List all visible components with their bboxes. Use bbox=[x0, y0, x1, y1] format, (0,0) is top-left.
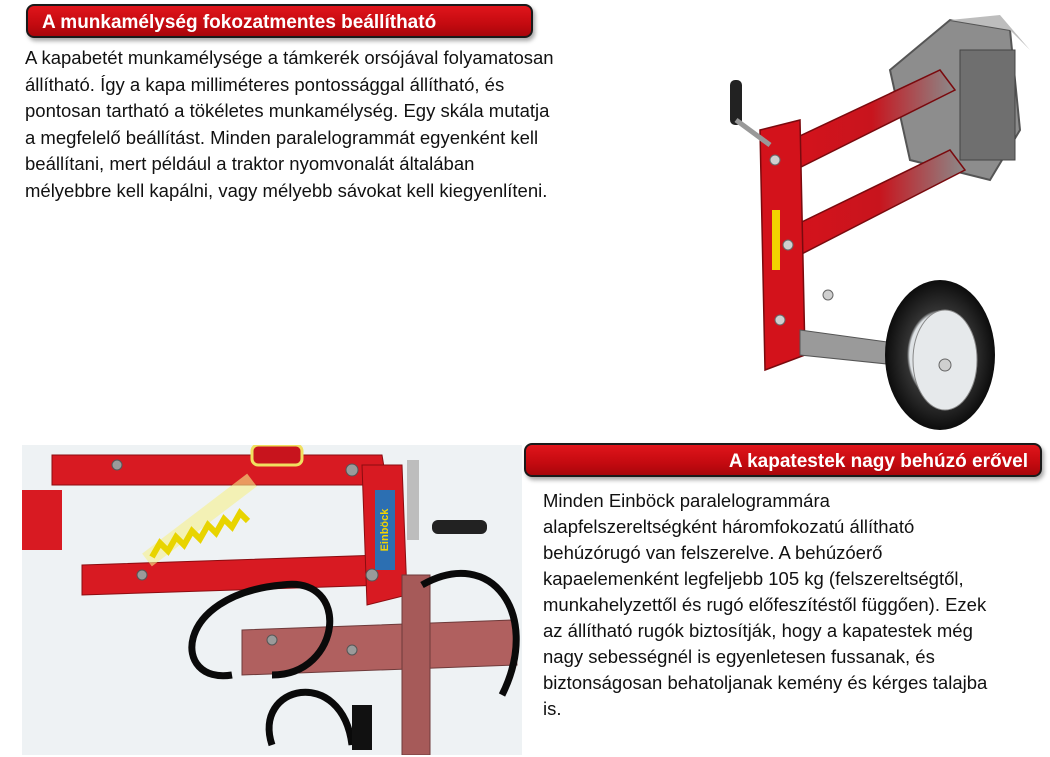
paragraph-line: is. bbox=[543, 698, 562, 719]
paragraph-line: Minden Einböck paralelogrammára bbox=[543, 490, 830, 511]
section-1-paragraph bbox=[25, 45, 600, 204]
paragraph-line: az állítható rugók biztosítják, hogy a kapatestek még bbox=[543, 620, 973, 641]
paragraph-line: kapaelemenként legfeljebb 105 kg (felszereltségtől, bbox=[543, 568, 964, 589]
section-1-title-banner bbox=[26, 4, 533, 38]
einbock-logo: Einböck bbox=[379, 508, 391, 552]
section-2-title: A kapatestek nagy behúzó erővel bbox=[728, 451, 1028, 472]
paragraph-line: beállítani, mert például a traktor nyomvonalát általában bbox=[25, 153, 475, 174]
spring-parallelogram-illustration bbox=[22, 445, 522, 755]
paragraph-line: állítható. Így a kapa milliméteres pontossággal állítható, és bbox=[25, 73, 505, 95]
paragraph-line: biztonságosan behatoljanak kemény és kérges talajba bbox=[543, 672, 988, 693]
depth-wheel-drawing bbox=[700, 10, 1045, 440]
depth-wheel-illustration bbox=[700, 10, 1045, 440]
section-1-title: A munkamélység fokozatmentes beállítható bbox=[42, 12, 437, 33]
paragraph-line: a megfelelő beállítást. Minden paralelogrammát egyenként kell bbox=[25, 126, 539, 148]
paragraph-line: A kapabetét munkamélysége a támkerék orsójával folyamatosan bbox=[25, 47, 554, 68]
paragraph-line: munkahelyzettől és rugó előfeszítéstől függően). Ezek bbox=[543, 594, 987, 615]
paragraph-line: nagy sebességnél is egyenletesen fussanak, és bbox=[543, 646, 935, 667]
section-2-title-banner bbox=[524, 443, 1042, 477]
paragraph-line: behúzórugó van felszerelve. A behúzóerő bbox=[543, 542, 883, 563]
paragraph-line: alapfelszereltségként háromfokozatú állítható bbox=[543, 516, 915, 537]
spring-drawing bbox=[22, 445, 522, 755]
paragraph-line: pontosan tartható a tökéletes munkamélység. Egy skála mutatja bbox=[25, 100, 550, 121]
paragraph-line: mélyebbre kell kapálni, vagy mélyebb sávokat kell kiegyenlíteni. bbox=[25, 179, 548, 201]
section-2-paragraph bbox=[543, 488, 1013, 722]
